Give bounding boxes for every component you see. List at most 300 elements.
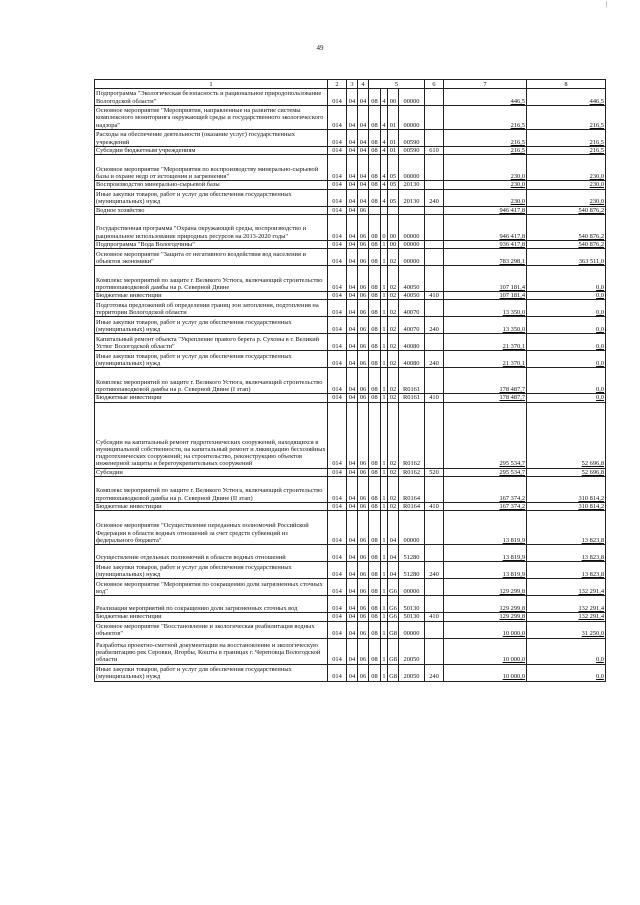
section-code: 04 — [347, 664, 358, 681]
header-col-4: 4 — [358, 80, 369, 89]
subprogram-code: 4 — [382, 147, 386, 154]
direction-code: 40070 — [399, 317, 425, 334]
subprogram-code: 1 — [381, 300, 388, 317]
amount-2019-value: 216,5 — [510, 121, 526, 129]
amount-2020-value: 216,5 — [589, 121, 605, 129]
row-name: Бюджетные инвестиции — [95, 292, 328, 300]
expense-type — [425, 240, 444, 248]
row-name: Бюджетные инвестиции — [95, 503, 328, 511]
section-code: 04 — [347, 206, 358, 214]
section-code: 04 — [347, 266, 358, 292]
table-row — [95, 368, 606, 394]
direction-code: 40050 — [399, 292, 425, 300]
program-code: 08 — [369, 638, 381, 664]
gov-code: 014 — [328, 155, 347, 181]
subsection-code: 04 — [358, 147, 369, 155]
amount-2019 — [444, 511, 527, 545]
amount-2019 — [444, 292, 527, 300]
amount-2019-value: 783 298,1 — [499, 257, 526, 265]
subsection-code: 06 — [358, 596, 369, 613]
row-name: Основное мероприятие "Восстановление и экологическая реабилитация водных объектов" — [95, 621, 328, 638]
subprogram-code: 1 — [382, 240, 386, 248]
direction-code: 00000 — [399, 214, 425, 240]
subprogram-code: 1 — [382, 292, 386, 300]
corner-mark: | — [606, 0, 608, 8]
amount-2019 — [444, 317, 527, 334]
program-code: 08 — [369, 511, 381, 545]
row-name: Субсидии — [95, 468, 328, 476]
expense-type: 240 — [425, 562, 444, 579]
row-name: Основное мероприятие "Мероприятия по воспроизводству минерально-сырьевой базы и охране недр от истощения и загрязнения" — [95, 155, 328, 181]
amount-2020 — [527, 89, 606, 106]
amount-2020 — [527, 402, 606, 468]
expense-type — [425, 477, 444, 503]
event-code: 00 — [388, 214, 399, 240]
subprogram-code: 1 — [381, 579, 388, 596]
subsection-code: 06 — [358, 579, 369, 596]
amount-2020-value: 446,5 — [589, 97, 605, 105]
header-col-1: 1 — [95, 80, 328, 89]
table-row — [95, 106, 606, 130]
gov-code: 014 — [328, 292, 347, 300]
subprogram-code: 1 — [381, 249, 388, 266]
subprogram-code — [381, 206, 388, 214]
amount-2020 — [527, 468, 606, 476]
program-code: 08 — [369, 89, 381, 106]
section-code: 04 — [347, 189, 358, 206]
amount-2020 — [527, 266, 606, 292]
subsection-code: 06 — [358, 214, 369, 240]
amount-2020 — [527, 155, 606, 181]
expense-type — [425, 89, 444, 106]
amount-2019-value: 13 819,9 — [502, 554, 526, 562]
direction-code: 50130 — [399, 596, 425, 613]
program-code: 08 — [369, 596, 381, 613]
row-name: Иные закупки товаров, работ и услуг для обеспечения государственных (муниципальных) нужд — [95, 189, 328, 206]
table-row — [95, 206, 606, 214]
subprogram-code: 4 — [381, 155, 388, 181]
amount-2019 — [444, 266, 527, 292]
amount-2019 — [444, 130, 527, 147]
amount-2019-value: 21 370,1 — [502, 360, 526, 368]
header-col-6: 6 — [425, 80, 444, 89]
amount-2019-value: 167 374,2 — [499, 494, 526, 502]
gov-code: 014 — [328, 89, 347, 106]
amount-2020 — [527, 638, 606, 664]
subprogram-code: 1 — [382, 503, 386, 511]
amount-2020 — [527, 214, 606, 240]
amount-2020 — [527, 621, 606, 638]
amount-2020-value: 52 696,8 — [581, 460, 605, 468]
gov-code: 014 — [328, 394, 347, 402]
program-code: 08 — [369, 562, 381, 579]
row-name: Основное мероприятие "Осуществление переданных полномочий Российской Федерации в области водных отношений за счет средств субвенций из федерального бюджета" — [95, 511, 328, 545]
amount-2019-value: 10 000,0 — [502, 630, 526, 638]
amount-2019-value: 21 370,1 — [502, 343, 526, 351]
amount-2019-value: 230,0 — [510, 173, 526, 180]
subsection-code: 06 — [358, 511, 369, 545]
event-code: 01 — [388, 130, 399, 147]
program-code: 08 — [369, 394, 381, 402]
event-code: 05 — [388, 189, 399, 206]
expense-type — [425, 621, 444, 638]
expense-type — [425, 511, 444, 545]
direction-code: 51280 — [399, 545, 425, 562]
amount-2020 — [527, 394, 606, 402]
program-code: 08 — [369, 477, 381, 503]
subprogram-code: 1 — [381, 562, 388, 579]
event-code: 02 — [388, 368, 399, 394]
subprogram-code: 1 — [382, 468, 386, 476]
expense-type: 410 — [425, 613, 444, 621]
amount-2020 — [527, 596, 606, 613]
table-row — [95, 477, 606, 503]
program-code: 08 — [369, 351, 381, 368]
section-code: 04 — [347, 394, 358, 402]
event-code: 02 — [388, 334, 399, 351]
subprogram-code: 1 — [381, 368, 388, 394]
program-code: 08 — [369, 334, 381, 351]
subsection-code: 06 — [358, 503, 369, 511]
amount-2020 — [527, 317, 606, 334]
amount-2020-value: 0,0 — [596, 673, 605, 681]
amount-2019-value: 13 819,9 — [502, 571, 526, 579]
row-name: Иные закупки товаров, работ и услуг для обеспечения государственных (муниципальных) нужд — [95, 351, 328, 368]
subprogram-code: 4 — [381, 130, 388, 147]
table-row — [95, 130, 606, 147]
amount-2019-value: 230,0 — [510, 198, 526, 206]
program-code: 08 — [369, 266, 381, 292]
gov-code: 014 — [328, 402, 347, 468]
gov-code: 014 — [328, 562, 347, 579]
direction-code: 40080 — [399, 351, 425, 368]
program-code: 08 — [369, 368, 381, 394]
amount-2019-value: 13 819,9 — [502, 537, 526, 545]
table-row — [95, 300, 606, 317]
amount-2020-value: 310 814,2 — [578, 503, 605, 511]
table-row — [95, 638, 606, 664]
section-code: 04 — [347, 317, 358, 334]
event-code: 02 — [388, 317, 399, 334]
gov-code: 014 — [328, 503, 347, 511]
row-name: Капитальный ремонт объекта "Укрепление правого берега р. Сухоны в г. Великий Устюг Вологодской области" — [95, 334, 328, 351]
amount-2020-value: 52 696,8 — [581, 468, 605, 476]
program-code: 08 — [369, 613, 381, 621]
gov-code: 014 — [328, 613, 347, 621]
amount-2019 — [444, 240, 527, 248]
direction-code: 40070 — [399, 300, 425, 317]
section-code: 04 — [347, 351, 358, 368]
subprogram-code: 1 — [381, 596, 388, 613]
gov-code: 014 — [328, 181, 347, 189]
gov-code: 014 — [328, 214, 347, 240]
amount-2020-value: 132 291,4 — [578, 605, 605, 613]
gov-code: 014 — [328, 621, 347, 638]
subsection-code: 04 — [358, 189, 369, 206]
row-name: Воспроизводство минерально-сырьевой базы — [95, 181, 328, 189]
program-code: 08 — [369, 545, 381, 562]
amount-2019 — [444, 545, 527, 562]
program-code: 08 — [369, 402, 381, 468]
amount-2019 — [444, 249, 527, 266]
program-code: 08 — [369, 292, 381, 300]
subsection-code: 06 — [358, 368, 369, 394]
amount-2019 — [444, 402, 527, 468]
event-code: 01 — [388, 106, 399, 130]
amount-2020-value: 13 823,8 — [581, 554, 605, 562]
amount-2019-value: 10 000,0 — [502, 656, 526, 664]
amount-2019-value: 129 299,8 — [499, 605, 526, 613]
direction-code: 00000 — [399, 106, 425, 130]
event-code: G6 — [389, 613, 397, 621]
section-code: 04 — [347, 249, 358, 266]
page-number: 49 — [316, 44, 324, 52]
event-code: G8 — [388, 664, 399, 681]
table-row — [95, 579, 606, 596]
row-name: Водное хозяйство — [95, 206, 328, 214]
amount-2019-value: 107 181,4 — [499, 283, 526, 291]
section-code: 04 — [347, 130, 358, 147]
amount-2019-value: 178 487,7 — [499, 394, 526, 402]
row-name: Подпрограмма "Экологическая безопасность и рациональное природопользование Вологодской области" — [95, 89, 328, 106]
amount-2019-value: 946 417,8 — [499, 206, 526, 214]
subsection-code: 06 — [358, 562, 369, 579]
program-code: 08 — [369, 155, 381, 181]
direction-code: R0162 — [399, 468, 425, 476]
subprogram-code: 1 — [381, 638, 388, 664]
direction-code — [399, 206, 425, 214]
table-row — [95, 394, 606, 402]
amount-2019 — [444, 147, 527, 155]
subsection-code: 06 — [358, 334, 369, 351]
row-name: Комплекс мероприятий по защите г. Великого Устюга, включающий строительство противопаводковой дамбы на р. Северной Двине (II этап) — [95, 477, 328, 503]
amount-2019 — [444, 394, 527, 402]
expense-type — [425, 206, 444, 214]
direction-code: 00000 — [399, 511, 425, 545]
expense-type — [425, 402, 444, 468]
subprogram-code: 1 — [381, 511, 388, 545]
amount-2019-value: 216,5 — [510, 147, 526, 154]
event-code: 04 — [388, 511, 399, 545]
program-code: 08 — [369, 579, 381, 596]
amount-2020-value: 0,0 — [596, 309, 605, 317]
section-code: 04 — [347, 579, 358, 596]
amount-2020-value: 230,0 — [589, 198, 605, 206]
row-name: Иные закупки товаров, работ и услуг для обеспечения государственных (муниципальных) нужд — [95, 317, 328, 334]
section-code: 04 — [347, 477, 358, 503]
amount-2019 — [444, 106, 527, 130]
row-name: Подготовка предложений об определении границ зон затопления, подтопления на территории Вологодской области — [95, 300, 328, 317]
direction-code: 20130 — [399, 189, 425, 206]
expense-type — [425, 579, 444, 596]
table-row — [95, 317, 606, 334]
amount-2020 — [527, 334, 606, 351]
section-code: 04 — [347, 334, 358, 351]
amount-2019 — [444, 621, 527, 638]
subprogram-code: 1 — [381, 334, 388, 351]
section-code: 04 — [347, 181, 358, 189]
event-code: 04 — [388, 562, 399, 579]
row-name: Разработка проектно-сметной документации на восстановление и экологическую реабилитацию рек Серовки, Ягорбы, Кошты в границах г. Череповца Вологодской области — [95, 638, 328, 664]
amount-2020-value: 0,0 — [596, 386, 605, 394]
amount-2019 — [444, 664, 527, 681]
subsection-code: 04 — [358, 181, 369, 189]
direction-code: 20050 — [399, 638, 425, 664]
gov-code: 014 — [328, 579, 347, 596]
table-row — [95, 664, 606, 681]
section-code: 04 — [347, 468, 358, 476]
gov-code: 014 — [328, 664, 347, 681]
amount-2020-value: 0,0 — [596, 360, 605, 368]
amount-2019 — [444, 562, 527, 579]
amount-2019-value: 216,5 — [510, 138, 526, 146]
amount-2020-value: 216,5 — [589, 138, 605, 146]
section-code: 04 — [347, 638, 358, 664]
amount-2019-value: 230,0 — [510, 181, 526, 189]
row-name: Реализация мероприятий по сокращению доли загрязненных сточных вод — [95, 596, 328, 613]
table-row — [95, 468, 606, 476]
expense-type: 610 — [425, 147, 444, 155]
section-code: 04 — [347, 503, 358, 511]
table-row — [95, 214, 606, 240]
expense-type — [425, 266, 444, 292]
direction-code: R0164 — [399, 477, 425, 503]
row-name: Бюджетные инвестиции — [95, 394, 328, 402]
amount-2019-value: 13 350,0 — [502, 309, 526, 317]
expense-type — [425, 106, 444, 130]
direction-code: 50130 — [399, 613, 425, 621]
subsection-code: 06 — [358, 300, 369, 317]
amount-2020-value: 540 876,2 — [578, 240, 605, 248]
expense-type: 410 — [425, 503, 444, 511]
program-code: 08 — [369, 621, 381, 638]
gov-code: 014 — [328, 106, 347, 130]
amount-2020-value: 132 291,4 — [578, 588, 605, 596]
direction-code: R0161 — [399, 394, 425, 402]
event-code: 02 — [388, 402, 399, 468]
amount-2019-value: 10 000,0 — [502, 673, 526, 681]
gov-code: 014 — [328, 468, 347, 476]
direction-code: 00000 — [399, 621, 425, 638]
gov-code: 014 — [328, 638, 347, 664]
subsection-code: 04 — [358, 130, 369, 147]
row-name: Комплекс мероприятий по защите г. Великого Устюга, включающий строительство противопаводковой дамбы на р. Северной Двине (I этап) — [95, 368, 328, 394]
direction-code: 20050 — [399, 664, 425, 681]
program-code: 08 — [369, 240, 381, 248]
amount-2020-value: 540 876,2 — [578, 206, 605, 214]
amount-2020 — [527, 292, 606, 300]
amount-2019 — [444, 214, 527, 240]
subsection-code: 06 — [358, 240, 369, 248]
amount-2020 — [527, 664, 606, 681]
section-code: 04 — [347, 368, 358, 394]
expense-type: 240 — [425, 664, 444, 681]
amount-2019-value: 178 487,7 — [499, 386, 526, 394]
amount-2020-value: 363 511,0 — [578, 257, 605, 265]
table-row — [95, 351, 606, 368]
gov-code: 014 — [328, 300, 347, 317]
amount-2019 — [444, 596, 527, 613]
program-code: 08 — [369, 189, 381, 206]
amount-2020 — [527, 206, 606, 214]
amount-2020-value: 0,0 — [596, 394, 605, 402]
table-row — [95, 613, 606, 621]
subsection-code: 06 — [358, 402, 369, 468]
subsection-code: 06 — [358, 292, 369, 300]
amount-2020 — [527, 545, 606, 562]
section-code: 04 — [347, 621, 358, 638]
gov-code: 014 — [328, 189, 347, 206]
amount-2020-value: 230,0 — [589, 181, 605, 189]
header-col-8: 8 — [527, 80, 606, 89]
subsection-code: 04 — [358, 106, 369, 130]
row-name: Осуществление отдельных полномочий в области водных отношений — [95, 545, 328, 562]
event-code: 05 — [388, 155, 399, 181]
amount-2019-value: 446,5 — [510, 97, 526, 105]
amount-2019-value: 129 299,8 — [499, 613, 526, 621]
section-code: 04 — [347, 214, 358, 240]
event-code: 00 — [388, 89, 399, 106]
amount-2020 — [527, 106, 606, 130]
amount-2019 — [444, 468, 527, 476]
direction-code: 40050 — [399, 266, 425, 292]
direction-code: R0161 — [399, 368, 425, 394]
program-code: 08 — [369, 503, 381, 511]
section-code: 04 — [347, 511, 358, 545]
subprogram-code: 4 — [381, 189, 388, 206]
table-row — [95, 266, 606, 292]
event-code: G8 — [388, 638, 399, 664]
header-col-7: 7 — [444, 80, 527, 89]
subprogram-code: 1 — [381, 266, 388, 292]
amount-2020-value: 216,5 — [589, 147, 605, 154]
expense-type: 240 — [425, 351, 444, 368]
amount-2019-value: 107 181,4 — [499, 292, 526, 300]
amount-2019 — [444, 189, 527, 206]
event-code: 02 — [388, 477, 399, 503]
row-name: Субсидии бюджетным учреждениям — [95, 147, 328, 155]
amount-2020-value: 132 291,4 — [578, 613, 605, 621]
table-row — [95, 155, 606, 181]
amount-2019-value: 129 299,8 — [499, 588, 526, 596]
amount-2020 — [527, 181, 606, 189]
event-code: 02 — [388, 266, 399, 292]
expense-type — [425, 596, 444, 613]
table-body — [95, 89, 606, 682]
section-code: 04 — [347, 155, 358, 181]
table-row — [95, 249, 606, 266]
subprogram-code: 4 — [381, 89, 388, 106]
amount-2019 — [444, 503, 527, 511]
table-row — [95, 402, 606, 468]
event-code: 00 — [388, 240, 399, 248]
section-code: 04 — [347, 613, 358, 621]
section-code: 04 — [347, 106, 358, 130]
amount-2020 — [527, 249, 606, 266]
table-row — [95, 621, 606, 638]
direction-code: 00000 — [399, 89, 425, 106]
section-code: 04 — [347, 147, 358, 155]
amount-2019-value: 936 417,8 — [499, 240, 526, 248]
row-name: Иные закупки товаров, работ и услуг для обеспечения государственных (муниципальных) нужд — [95, 562, 328, 579]
header-row — [95, 80, 606, 89]
subsection-code: 06 — [358, 394, 369, 402]
subsection-code: 06 — [358, 613, 369, 621]
event-code: 02 — [388, 394, 399, 402]
row-name: Бюджетные инвестиции — [95, 613, 328, 621]
amount-2019 — [444, 351, 527, 368]
direction-code: 51280 — [399, 562, 425, 579]
